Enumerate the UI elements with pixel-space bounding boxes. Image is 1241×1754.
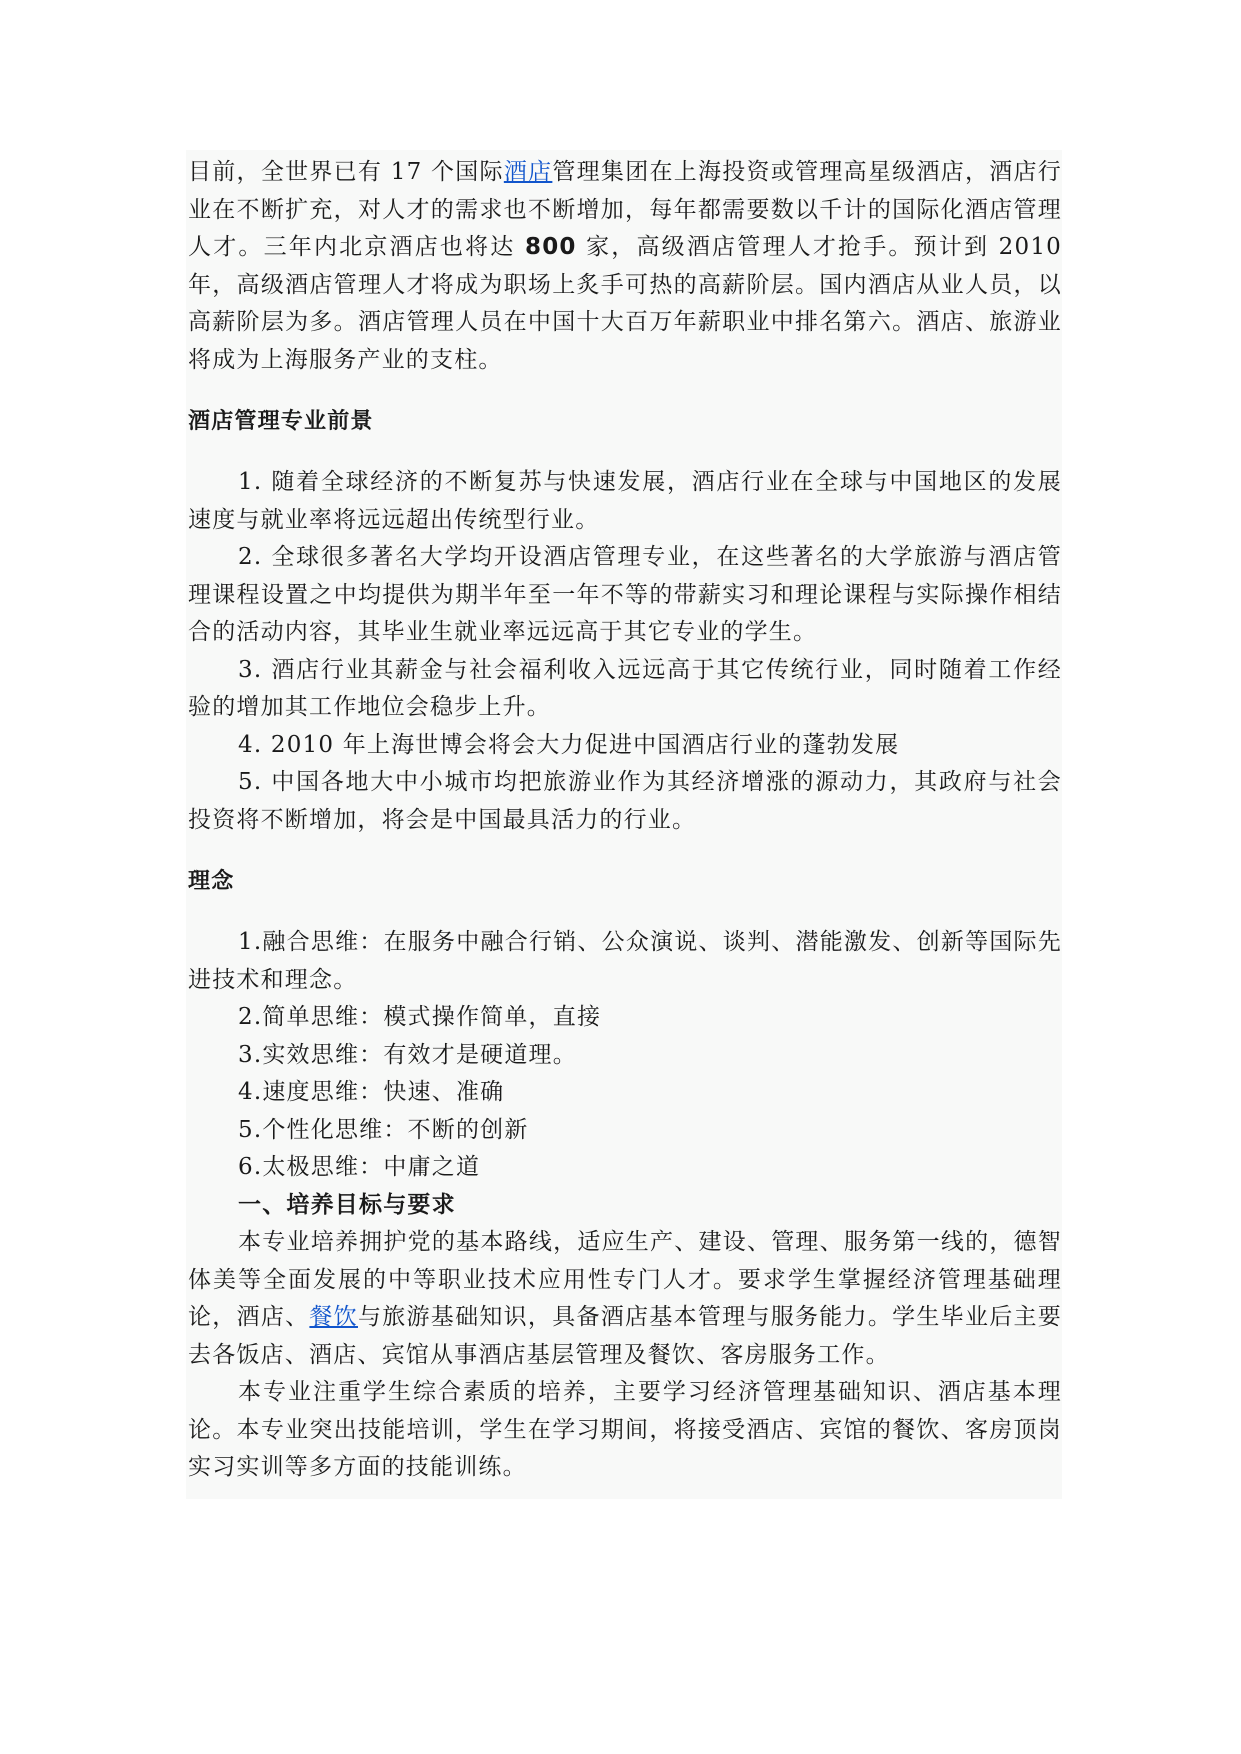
prospects-item-3: 3. 酒店行业其薪金与社会福利收入远远高于其它传统行业，同时随着工作经验的增加其工作地位会稳步上升。 — [188, 656, 1062, 720]
intro-paragraph — [188, 154, 1062, 379]
intro-text-3: 家，高级酒店管理人才抢手。预计到 2010 年，高级酒店管理人才将成为职场上炙手可热的高薪阶层。国内酒店从业人员，以高薪阶层为多。酒店管理人员在中国十大百万年薪职业中排名第六。酒店、旅游业将成为上海服务产业的支柱。 — [188, 234, 1062, 373]
intro-number-800: 800 — [524, 234, 577, 260]
philosophy-item-3: 3.实效思维：有效才是硬道理。 — [238, 1041, 577, 1068]
prospects-item-4: 4. 2010 年上海世博会将会大力促进中国酒店行业的蓬勃发展 — [238, 731, 900, 758]
goals-text-2: 与旅游基础知识，具备酒店基本管理与服务能力。学生毕业后主要去各饭店、酒店、宾馆从事酒店基层管理及餐饮、客房服务工作。 — [188, 1304, 1062, 1368]
hotel-link[interactable]: 酒店 — [503, 159, 553, 185]
philosophy-heading: 理念 — [188, 869, 235, 894]
philosophy-item-6: 6.太极思维：中庸之道 — [238, 1154, 481, 1180]
catering-link[interactable]: 餐饮 — [309, 1304, 358, 1330]
prospects-item-5: 5. 中国各地大中小城市均把旅游业作为其经济增涨的源动力，其政府与社会投资将不断增加，将会是中国最具活力的行业。 — [188, 769, 1062, 833]
prospects-item-1: 1. 随着全球经济的不断复苏与快速发展，酒店行业在全球与中国地区的发展速度与就业率将远远超出传统型行业。 — [188, 469, 1062, 533]
philosophy-item-1: 1.融合思维：在服务中融合行销、公众演说、谈判、潜能激发、创新等国际先进技术和理念。 — [188, 929, 1062, 993]
prospects-heading: 酒店管理专业前景 — [188, 409, 374, 434]
goals-paragraph-2: 本专业注重学生综合素质的培养，主要学习经济管理基础知识、酒店基本理论。本专业突出技能培训，学生在学习期间，将接受酒店、宾馆的餐饮、客房顶岗实习实训等多方面的技能训练。 — [188, 1379, 1062, 1480]
intro-text-1: 目前，全世界已有 17 个国际 — [188, 159, 504, 185]
philosophy-item-2: 2.简单思维：模式操作简单，直接 — [238, 1004, 602, 1030]
goals-paragraph-1 — [188, 1224, 1062, 1374]
document-body — [186, 150, 1062, 1499]
goals-text-1: 本专业培养拥护党的基本路线，适应生产、建设、管理、服务第一线的，德智体美等全面发展的中等职业技术应用性专门人才。要求学生掌握经济管理基础理论，酒店、 — [188, 1229, 1062, 1330]
philosophy-item-4: 4.速度思维：快速、准确 — [238, 1079, 505, 1105]
intro-text-2: 管理集团在上海投资或管理高星级酒店，酒店行业在不断扩充，对人才的需求也不断增加，每年都需要数以千计的国际化酒店管理人才。三年内北京酒店也将达 — [188, 159, 1063, 260]
philosophy-item-5: 5.个性化思维：不断的创新 — [238, 1116, 529, 1143]
goals-heading: 一、培养目标与要求 — [238, 1191, 456, 1218]
prospects-item-2: 2. 全球很多著名大学均开设酒店管理专业，在这些著名的大学旅游与酒店管理课程设置之中均提供为期半年至一年不等的带薪实习和理论课程与实际操作相结合的活动内容，其毕业生就业率远远高于其它专业的学生。 — [188, 544, 1062, 645]
